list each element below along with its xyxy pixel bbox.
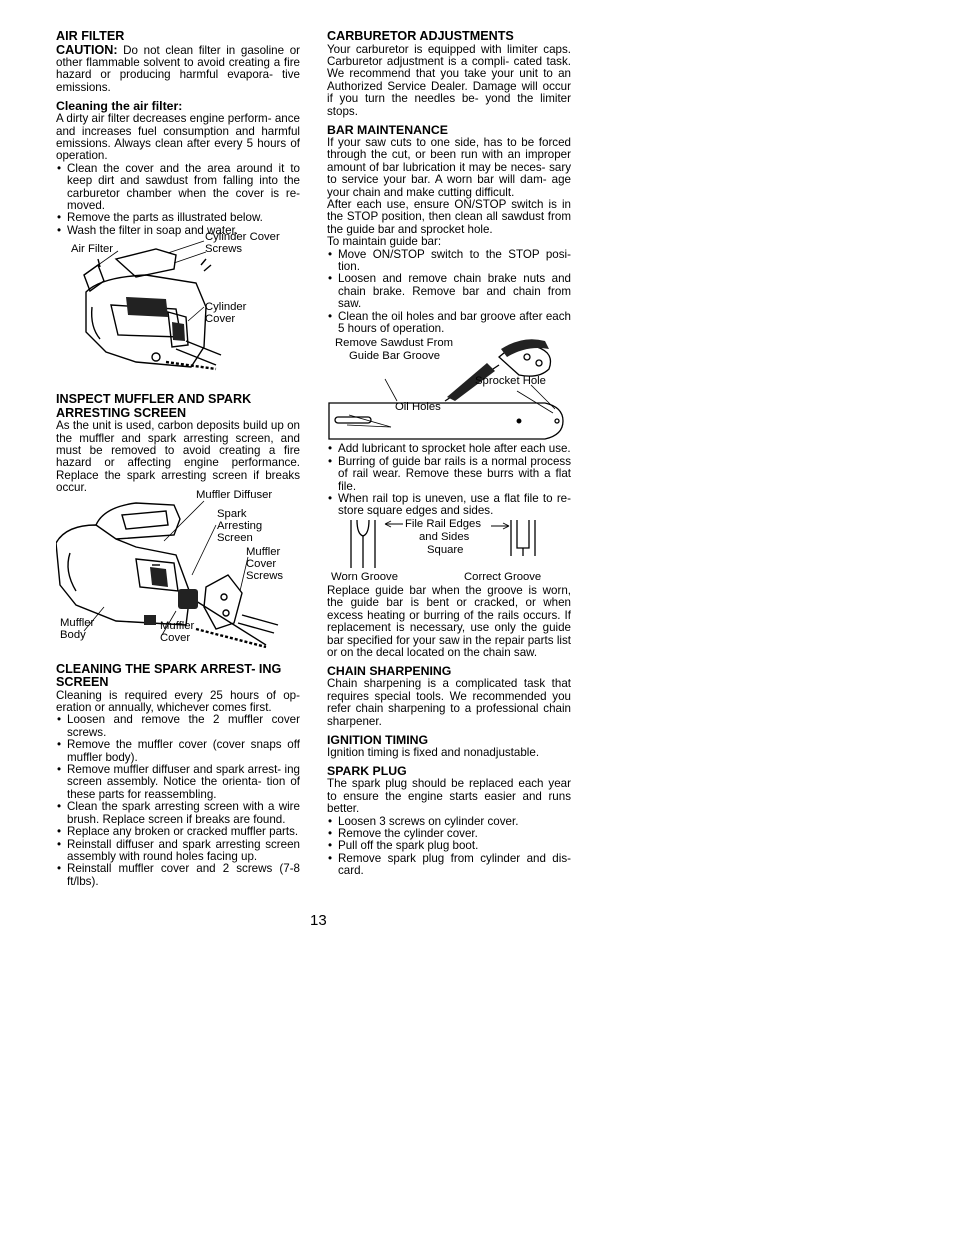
label-cylinder-cover: Cylinder [205, 301, 247, 314]
label-and-sides: and Sides [419, 530, 470, 543]
groove-illustration [327, 518, 571, 585]
label-muffler-cover-screws-3: Screws [246, 569, 284, 582]
label-muffler-body-2: Body [60, 628, 86, 641]
ignition-timing-text: Ignition timing is fixed and nonadjustable. [327, 745, 540, 759]
label-spark-arresting-screen-3: Screen [217, 531, 253, 544]
list-item: • Reinstall diffuser and spark arresting screen assembly with round holes facing up. [56, 839, 300, 864]
label-muffler-cover-screws: Muffler [246, 545, 281, 558]
label-air-filter: Air Filter [71, 243, 114, 256]
cleaning-spark-screen-heading: CLEANING THE SPARK ARREST- ING SCREEN [56, 661, 282, 690]
air-filter-steps [56, 163, 300, 237]
muffler-illustration [56, 488, 300, 657]
cleaning-air-filter-heading: Cleaning the air filter: [56, 99, 183, 114]
air-filter-illustration [56, 231, 300, 387]
label-cylinder-cover-2: Cover [205, 313, 236, 326]
right-column [327, 30, 571, 878]
list-item: • Loosen 3 screws on cylinder cover. [327, 816, 571, 828]
list-item: • Reinstall muffler cover and 2 screws (7-8 ft/lbs). [56, 863, 300, 888]
page-number: 13 [310, 912, 327, 929]
spark-plug-text: The spark plug should be replaced each year to ensure the engine starts easier and runs better. [327, 777, 571, 816]
list-item: • Loosen and remove the 2 muffler cover screws. [56, 714, 300, 739]
list-item: • Clean the cover and the area around it to keep dirt and sawdust from falling into the carburetor chamber when the cover is re- moved. [56, 163, 300, 213]
list-item: • Remove the parts as illustrated below. [56, 212, 300, 224]
list-item: • Clean the spark arresting screen with a wire brush. Replace screen if breaks are found. [56, 801, 300, 826]
list-item: • Move ON/STOP switch to the STOP posi- tion. [327, 249, 571, 274]
label-file-rail-edges: File Rail Edges [405, 517, 481, 530]
label-muffler-cover-screws-2: Cover [246, 557, 277, 570]
bar-text-3: To maintain guide bar: [327, 235, 442, 249]
air-filter-heading: AIR FILTER [56, 29, 125, 43]
spark-screen-intro: Cleaning is required every 25 hours of op- eration or annually, whichever comes first. [56, 688, 300, 715]
list-item: • Remove muffler diffuser and spark arrest- ing screen assembly. Notice the orienta- tion of these parts for reassembling. [56, 764, 300, 801]
list-item: • Pull off the spark plug boot. [327, 840, 571, 852]
label-muffler-cover-2: Cover [160, 631, 191, 644]
spark-plug-heading: SPARK PLUG [327, 764, 407, 779]
carburetor-text: Your carburetor is equipped with limiter caps. Carburetor adjustment is a compli- cated task. We recommend that you take your unit to an Authorized Service Dealer. Damage will occur if you turn the needles be- yond the limiter stops. [327, 42, 571, 118]
muffler-text: As the unit is used, carbon deposits build up on the muffler and spark arresting screen, and must be removed to avoid creating a fire hazard or affecting engine performance. Replace the spark arresting screen if breaks occur. [56, 419, 300, 495]
list-item: • Remove spark plug from cylinder and dis- card. [327, 853, 571, 878]
bar-text-4: Replace guide bar when the groove is worn, the guide bar is bent or cracked, or when excess heating or burring of the rails occurs. If replacement is necessary, use only the guide bar specified for your saw in the repair parts list or on the decal located on the chain saw. [327, 583, 571, 659]
inspect-muffler-heading: INSPECT MUFFLER AND SPARK ARRESTING SCREEN [56, 392, 252, 420]
chain-sharpening-heading: CHAIN SHARPENING [327, 664, 452, 679]
caution-text: Do not clean filter in gasoline or other flammable solvent to avoid creating a fire hazard or producing harmful evapora- tive emissions. [56, 43, 300, 94]
carburetor-heading: CARBURETOR ADJUSTMENTS [327, 29, 514, 43]
label-oil-holes: Oil Holes [395, 401, 441, 414]
chainsaw-air-filter-drawing [56, 237, 300, 387]
bar-steps-2 [327, 443, 571, 517]
label-muffler-body: Muffler [60, 616, 95, 629]
label-cylinder-cover-screws-2: Screws [205, 243, 243, 256]
bar-text-2: After each use, ensure ON/STOP switch is in the STOP position, then clean all sawdust from the guide bar and sprocket hole. [327, 197, 571, 236]
label-guide-bar-groove: Guide Bar Groove [349, 350, 441, 363]
list-item: • Remove the cylinder cover. [327, 828, 571, 840]
label-muffler-cover: Muffler [160, 619, 195, 632]
label-square: Square [427, 543, 464, 556]
list-item: • Replace any broken or cracked muffler parts. [56, 826, 300, 838]
label-worn-groove: Worn Groove [331, 570, 398, 583]
bar-maintenance-heading: BAR MAINTENANCE [327, 122, 448, 137]
label-muffler-diffuser: Muffler Diffuser [196, 488, 273, 501]
guide-bar-illustration [327, 335, 571, 443]
bar-steps-1 [327, 249, 571, 336]
list-item: • Wash the filter in soap and water. [56, 225, 300, 237]
list-item: • Add lubricant to sprocket hole after each use. [327, 443, 571, 455]
bar-text-1: If your saw cuts to one side, has to be forced through the cut, or been run with an improper amount of bar lubrication it may be neces- sary to service your bar. A worn bar will dam- age your chain and make cutting difficult. [327, 135, 571, 199]
list-item: • When rail top is uneven, use a flat file to re- store square edges and sides. [327, 493, 571, 518]
chain-sharpening-text: Chain sharpening is a complicated task that requires special tools. We recommended you refer chain sharpening to a professional chain sharpener. [327, 677, 571, 728]
label-correct-groove: Correct Groove [464, 570, 542, 583]
label-spark-arresting-screen: Spark [217, 507, 247, 520]
list-item: • Clean the oil holes and bar groove after each 5 hours of operation. [327, 311, 571, 336]
label-cylinder-cover-screws: Cylinder Cover [205, 231, 280, 244]
label-spark-arresting-screen-2: Arresting [217, 519, 263, 532]
air-filter-intro: A dirty air filter decreases engine perform- ance and increases fuel consumption and harmful emissions. Always clean after every 5 hours of operation. [56, 112, 300, 163]
left-column [56, 30, 300, 888]
list-item: • Loosen and remove chain brake nuts and chain brake. Remove bar and chain from saw. [327, 273, 571, 310]
label-sprocket-hole: Sprocket Hole [475, 375, 546, 388]
ignition-timing-heading: IGNITION TIMING [327, 732, 429, 747]
spark-plug-steps [327, 816, 571, 878]
spark-screen-steps [56, 714, 300, 888]
list-item: • Remove the muffler cover (cover snaps off muffler body). [56, 739, 300, 764]
list-item: • Burring of guide bar rails is a normal process of rail wear. Remove these burrs with a flat file. [327, 456, 571, 493]
air-filter-caution [56, 44, 300, 95]
caution-label: CAUTION: [56, 42, 118, 57]
label-remove-sawdust: Remove Sawdust From [335, 337, 454, 350]
